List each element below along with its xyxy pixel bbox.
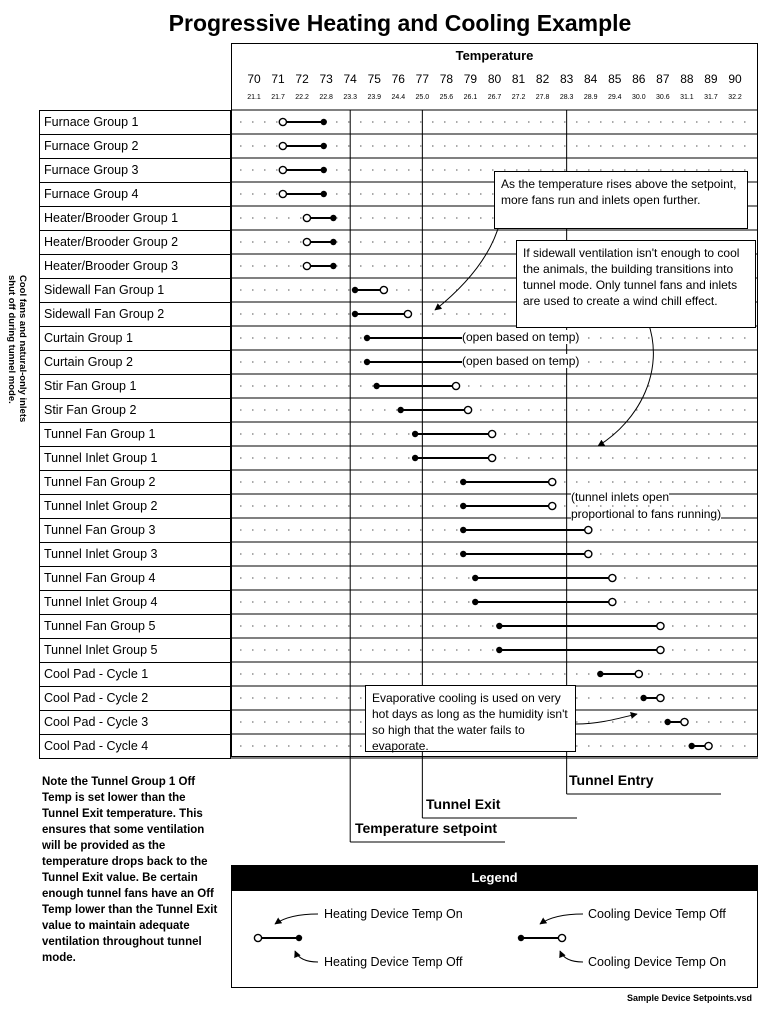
cooling-off-dot — [689, 743, 695, 749]
tick-label-c: 28.3 — [559, 94, 574, 101]
cooling-off-dot — [352, 311, 358, 317]
device-label: Tunnel Inlet Group 2 — [39, 495, 231, 519]
tick-label-f: 88 — [680, 72, 694, 86]
tick-label-c: 23.9 — [367, 94, 382, 101]
tunnel-inlet-note-line-2: proportional to fans running) — [571, 507, 722, 521]
tick-label-c: 27.2 — [511, 94, 526, 101]
tunnel-entry-label: Tunnel Entry — [569, 772, 654, 788]
curtain-1-note: (open based on temp) — [462, 330, 580, 344]
tick-label-f: 79 — [463, 72, 478, 86]
heating-on-dot — [303, 214, 310, 221]
tick-label-f: 78 — [439, 72, 454, 86]
legend-heating-on: Heating Device Temp On — [324, 907, 463, 921]
device-label: Sidewall Fan Group 1 — [39, 279, 231, 303]
device-label: Heater/Brooder Group 1 — [39, 207, 231, 231]
cooling-on-dot — [585, 526, 592, 533]
temperature-axis-title: Temperature — [455, 48, 534, 63]
tick-label-c: 25.6 — [439, 94, 454, 101]
cooling-on-dot — [635, 670, 642, 677]
cooling-off-dot — [472, 575, 478, 581]
tick-label-f: 89 — [704, 72, 718, 86]
device-label: Heater/Brooder Group 2 — [39, 231, 231, 255]
tick-label-c: 22.8 — [319, 94, 333, 101]
page-title: Progressive Heating and Cooling Example — [168, 10, 632, 36]
device-label: Furnace Group 1 — [39, 111, 231, 135]
cooling-off-dot — [460, 527, 466, 533]
device-label: Furnace Group 3 — [39, 159, 231, 183]
temperature-setpoint-label: Temperature setpoint — [355, 820, 498, 836]
cooling-on-dot — [705, 742, 712, 749]
cooling-off-dot — [664, 719, 670, 725]
tick-label-c: 21.1 — [247, 94, 261, 101]
cooling-off-dot — [364, 335, 370, 341]
device-label: Curtain Group 2 — [39, 351, 231, 375]
tick-label-f: 74 — [343, 72, 357, 86]
device-label: Cool Pad - Cycle 4 — [39, 735, 231, 759]
device-label: Stir Fan Group 2 — [39, 399, 231, 423]
cooling-on-dot — [657, 622, 664, 629]
tunnel-note: Note the Tunnel Group 1 Off Temp is set lower than the Tunnel Exit temperature. This ensures that some ventilation will be provided as the temperature drops back to the Tunnel Exit value. Be certain enough tunnel fans have an Off Temp lower than the Tunnel Exit value to maintain adequate ventilation throughout tunnel mode. — [42, 776, 218, 964]
device-label: Cool Pad - Cycle 2 — [39, 687, 231, 711]
cooling-on-dot — [657, 646, 664, 653]
device-label: Stir Fan Group 1 — [39, 375, 231, 399]
arrow-evap — [576, 714, 637, 724]
heating-off-dot — [321, 191, 327, 197]
tick-label-f: 71 — [271, 72, 285, 86]
tick-label-f: 80 — [487, 72, 502, 86]
device-label: Tunnel Fan Group 4 — [39, 567, 231, 591]
arrow-tunnel — [598, 322, 653, 446]
legend-title: Legend — [231, 865, 758, 891]
device-label: Furnace Group 2 — [39, 135, 231, 159]
tick-label-f: 84 — [584, 72, 598, 86]
side-note-text: Cool fans and natural-only inlets shut off during tunnel mode. — [6, 275, 28, 423]
cooling-off-dot — [460, 551, 466, 557]
tick-label-f: 83 — [559, 72, 574, 86]
tick-label-c: 24.4 — [391, 94, 406, 101]
device-label: Tunnel Fan Group 2 — [39, 471, 231, 495]
side-note — [6, 275, 28, 435]
tick-label-c: 32.2 — [728, 94, 742, 101]
cooling-off-dot — [373, 383, 379, 389]
heating-on-dot — [303, 262, 310, 269]
callout-evaporative-cooling: Evaporative cooling is used on very hot days as long as the humidity isn't so high that the water fails to evaporate. — [365, 685, 576, 752]
device-label: Sidewall Fan Group 2 — [39, 303, 231, 327]
tick-label-f: 81 — [511, 72, 526, 86]
cooling-off-dot — [496, 623, 502, 629]
tick-label-c: 28.9 — [583, 94, 598, 101]
cooling-on-dot — [549, 502, 556, 509]
tick-label-f: 73 — [319, 72, 333, 86]
tick-label-c: 30.6 — [656, 94, 670, 101]
heating-on-dot — [279, 166, 286, 173]
cooling-off-dot — [640, 695, 646, 701]
device-label: Cool Pad - Cycle 3 — [39, 711, 231, 735]
tick-label-c: 31.1 — [680, 94, 694, 101]
heating-off-dot — [330, 239, 336, 245]
cooling-off-dot — [460, 503, 466, 509]
heating-off-dot — [321, 119, 327, 125]
device-label: Tunnel Inlet Group 3 — [39, 543, 231, 567]
tick-label-c: 25.0 — [415, 94, 430, 101]
device-label: Heater/Brooder Group 3 — [39, 255, 231, 279]
callout-temperature-rise: As the temperature rises above the setpoint, more fans run and inlets open further. — [494, 171, 748, 229]
callout-tunnel-mode: If sidewall ventilation isn't enough to cool the animals, the building transitions into tunnel mode. Only tunnel fans and inlets are used to create a wind chill effect. — [516, 240, 756, 328]
device-label: Tunnel Inlet Group 5 — [39, 639, 231, 663]
device-label: Tunnel Fan Group 3 — [39, 519, 231, 543]
curtain-2-note: (open based on temp) — [462, 354, 580, 368]
cooling-on-dot — [681, 718, 688, 725]
tunnel-inlet-note-line-1: (tunnel inlets open — [571, 490, 670, 504]
tick-label-c: 29.4 — [607, 94, 622, 101]
tick-label-f: 77 — [415, 72, 430, 86]
cooling-on-dot — [609, 598, 616, 605]
cooling-off-dot — [398, 407, 404, 413]
cooling-off-dot — [460, 479, 466, 485]
cooling-off-dot — [364, 359, 370, 365]
tick-label-f: 86 — [632, 72, 646, 86]
tick-label-c: 26.1 — [463, 94, 478, 101]
tick-label-f: 75 — [367, 72, 381, 86]
device-label: Tunnel Fan Group 1 — [39, 423, 231, 447]
legend-cooling-on: Cooling Device Temp On — [588, 955, 727, 969]
cooling-off-dot — [496, 647, 502, 653]
cooling-off-dot — [412, 431, 418, 437]
device-label: Furnace Group 4 — [39, 183, 231, 207]
cooling-on-dot — [404, 310, 411, 317]
heating-on-dot — [279, 142, 286, 149]
tick-label-c: 30.0 — [631, 94, 646, 101]
device-label: Curtain Group 1 — [39, 327, 231, 351]
cooling-on-dot — [488, 454, 495, 461]
tick-label-c: 21.7 — [271, 94, 285, 101]
tunnel-exit-label: Tunnel Exit — [426, 796, 501, 812]
legend-cooling-off: Cooling Device Temp Off — [588, 907, 726, 921]
device-label: Tunnel Fan Group 5 — [39, 615, 231, 639]
tick-label-f: 72 — [295, 72, 309, 86]
tick-label-f: 82 — [535, 72, 550, 86]
tick-label-f: 70 — [247, 72, 261, 86]
cooling-off-dot — [472, 599, 478, 605]
tick-label-c: 31.7 — [704, 94, 718, 101]
cooling-on-dot — [452, 382, 459, 389]
tick-label-c: 27.8 — [535, 94, 550, 101]
heating-on-dot — [303, 238, 310, 245]
tick-label-f: 85 — [608, 72, 622, 86]
device-label: Cool Pad - Cycle 1 — [39, 663, 231, 687]
heating-off-dot — [321, 167, 327, 173]
cooling-off-dot — [412, 455, 418, 461]
cooling-on-dot — [464, 406, 471, 413]
heating-off-dot — [330, 263, 336, 269]
device-label: Tunnel Inlet Group 4 — [39, 591, 231, 615]
cooling-off-dot — [597, 671, 603, 677]
cooling-off-dot — [352, 287, 358, 293]
tick-label-f: 87 — [656, 72, 670, 86]
cooling-on-dot — [380, 286, 387, 293]
cooling-on-dot — [609, 574, 616, 581]
cooling-on-dot — [549, 478, 556, 485]
legend-heating-off: Heating Device Temp Off — [324, 955, 463, 969]
heating-on-dot — [279, 190, 286, 197]
cooling-on-dot — [585, 550, 592, 557]
file-name: Sample Device Setpoints.vsd — [626, 993, 752, 1003]
heating-off-dot — [330, 215, 336, 221]
heating-off-dot — [321, 143, 327, 149]
tick-label-c: 26.7 — [487, 94, 502, 101]
tick-label-f: 90 — [728, 72, 742, 86]
device-label: Tunnel Inlet Group 1 — [39, 447, 231, 471]
tick-label-c: 23.3 — [343, 94, 357, 101]
tick-label-c: 22.2 — [295, 94, 309, 101]
tick-label-f: 76 — [391, 72, 405, 86]
cooling-on-dot — [488, 430, 495, 437]
cooling-on-dot — [657, 694, 664, 701]
heating-on-dot — [279, 118, 286, 125]
